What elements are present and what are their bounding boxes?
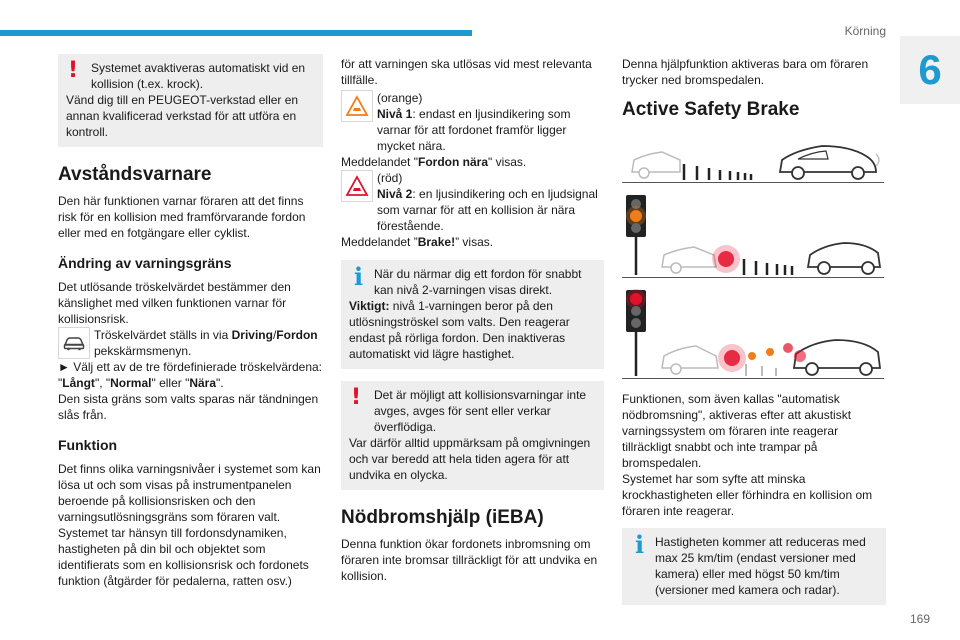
paragraph: Denna funktion ökar fordonets inbromsning om föraren inte bromsar tillräckligt för att undvika en kollision. bbox=[341, 537, 598, 583]
info-box-level-2: i När du närmar dig ett fordon för snabbt kan nivå 2-varningen visas direkt. Viktigt: nivå 1-varningen beror på den utlösningströskel som valts. Den reagerar endast på rörliga fordon. Den inaktiveras automatiskt vid lägre hastighet. bbox=[341, 260, 604, 369]
paragraph: Systemet tar hänsyn till fordonsdynamiken, hastigheten på din bil och objektet som identifierats som en kollisionsrisk och fordonets funktion (åtgärder för pedalerna, ratten osv.) bbox=[58, 526, 309, 588]
warning-icon: ! bbox=[68, 58, 79, 83]
paragraph: Funktionen, som även kallas "automatisk nödbromsning", aktiveras efter att akustiskt varningssystem om föraren inte reagerar tillräckligt snabbt och inte trampar på bromspedalen. bbox=[622, 392, 852, 470]
section-label: Körning bbox=[844, 24, 886, 38]
warning-icon: ! bbox=[351, 385, 362, 410]
header-accent-bar bbox=[0, 30, 472, 36]
chapter-number: 6 bbox=[900, 36, 960, 104]
paragraph: Den här funktionen varnar föraren att det finns risk för en kollision med framförvarande fordon eller med en fotgängare eller cyklist. bbox=[58, 194, 306, 240]
column-2: för att varningen ska utlösas vid mest relevanta tillfälle. (orange) Nivå 1: endast en ljusindikering som varnar för att fordonet framför ligger mycket nära. Meddelandet "Fordon nära" visas. (röd) Nivå 2: en ljusindikering och en ljudsignal som varnar för att en kollision är nära förestående. Meddelandet ”Brake!” visas. i När du närmar dig ett fordon för snabbt kan nivå 2-varningen visas direkt. Viktigt: nivå 1-varningen beror på den utlösningströskel som valts. Den reagerar endast på rörliga fordon. Den inaktiveras automatiskt vid lägre hastighet. ! Det är möjligt att kollisionsvarningar inte avges, avges för sent eller verkar överflödiga. Var därför alltid uppmärksam på omgivningen och var beredd att hela tiden agera för att undvika en olycka. Nödbromshjälp (iEBA) Denna funktion ökar fordonets inbromsning om föraren inte bromsar tillräckligt för att undvika en kollision. bbox=[341, 56, 604, 584]
warning-box-deactivation bbox=[58, 54, 323, 147]
heading-ieba: Nödbromshjälp (iEBA) bbox=[341, 507, 544, 528]
orange-collision-warning-icon bbox=[341, 90, 373, 122]
heading-change-threshold: Ändring av varningsgräns bbox=[58, 255, 232, 271]
paragraph: Denna hjälpfunktion aktiveras bara om föraren trycker ned bromspedalen. bbox=[622, 57, 869, 87]
column-1 bbox=[58, 54, 323, 589]
page-number: 169 bbox=[909, 612, 930, 626]
red-collision-warning-icon bbox=[341, 170, 373, 202]
heading-distance-warning: Avståndsvarnare bbox=[58, 164, 212, 185]
paragraph: för att varningen ska utlösas vid mest relevanta tillfälle. bbox=[341, 57, 592, 87]
info-icon: i bbox=[354, 262, 364, 291]
warning-box-alerts: ! Det är möjligt att kollisionsvarningar inte avges, avges för sent eller verkar överflödiga. Var därför alltid uppmärksam på omgivningen och var beredd att hela tiden agera för att undvika en olycka. bbox=[341, 381, 604, 490]
warning-text-2: Vänd dig till en PEUGEOT-verkstad eller en annan kvalificerad verkstad för att utföra en kontroll. bbox=[66, 93, 299, 139]
threshold-options: ► Välj ett av de tre fördefinierade tröskelvärdena: "Långt", "Normal" eller "Nära". bbox=[58, 360, 323, 390]
paragraph: Den sista gräns som valts sparas när tändningen slås från. bbox=[58, 392, 319, 422]
illustration-warning-orange bbox=[622, 191, 884, 278]
level-2-description: (röd) Nivå 2: en ljusindikering och en ljudsignal som varnar för att en kollision är nära förestående. bbox=[341, 170, 604, 234]
heading-active-safety-brake: Active Safety Brake bbox=[622, 99, 800, 120]
paragraph: Det utlösande tröskelvärdet bestämmer den känslighet med vilken funktionen varnar för kollisionsrisk. bbox=[58, 280, 291, 326]
level-1-description: (orange) Nivå 1: endast en ljusindikering som varnar för att fordonet framför ligger mycket nära. bbox=[341, 90, 604, 154]
paragraph: Systemet har som syfte att minska krockhastigheten eller förhindra en kollision om föraren inte reagerar. bbox=[622, 472, 873, 518]
heading-function: Funktion bbox=[58, 437, 118, 453]
info-box-speed-reduction: i Hastigheten kommer att reduceras med max 25 km/tim (endast versioner med kamera) eller med högst 50 km/tim (versioner med kamera och radar). bbox=[622, 528, 886, 605]
illustration-active-braking bbox=[622, 286, 884, 379]
info-icon: i bbox=[635, 530, 645, 559]
car-settings-icon bbox=[58, 327, 90, 359]
column-3 bbox=[622, 56, 886, 605]
settings-instruction: Tröskelvärdet ställs in via Driving/Fordon pekskärmsmenyn. bbox=[58, 327, 323, 359]
illustration-approaching-car bbox=[622, 134, 884, 183]
warning-text: Systemet avaktiveras automatiskt vid en kollision (t.ex. krock). bbox=[91, 61, 306, 91]
paragraph: Det finns olika varningsnivåer i systemet som kan lösa ut och som visas på instrumentpanelen beroende på kollisionsrisken och den varningsutlösningsgräns som föraren valt. bbox=[58, 462, 321, 524]
